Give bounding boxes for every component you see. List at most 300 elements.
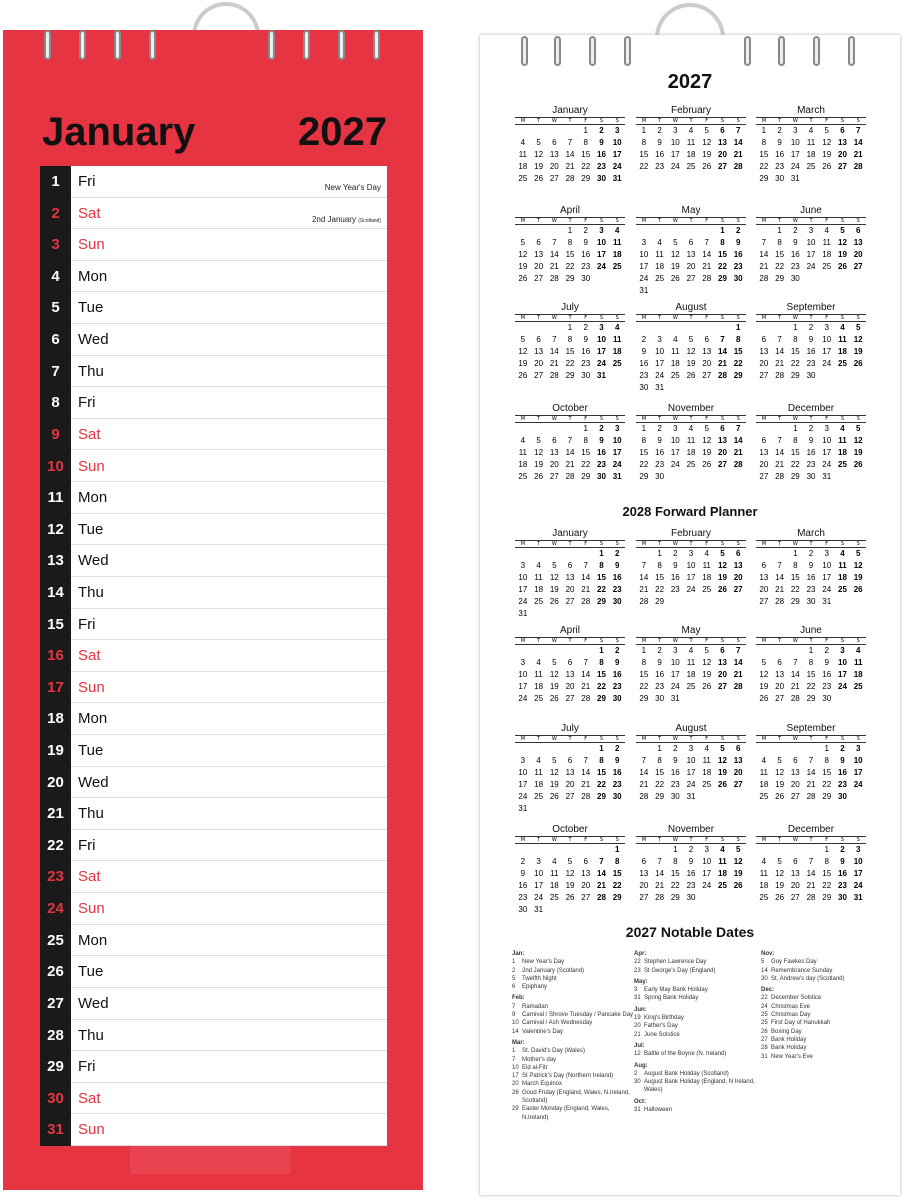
date-cell: 26 [565,893,575,902]
notable-event: Mother's day [522,1056,557,1063]
notable-event: Stephen Lawrence Day [644,959,707,966]
date-cell: 8 [793,561,798,570]
date-cell [715,322,731,334]
date-cell: 11 [612,335,622,344]
date-cell [699,596,715,608]
date-cell: 31 [822,597,832,606]
date-cell: 9 [599,436,604,445]
date-cell: 15 [581,150,591,159]
day-row [40,324,387,356]
date-cell: 19 [518,359,528,368]
date-cell: 31 [686,792,696,801]
date-cell: 27 [565,792,575,801]
weekday-initial: S [720,218,725,224]
date-cell: 28 [581,694,591,703]
date-cell [850,693,866,705]
day-number: 17 [47,678,64,696]
date-cell: 14 [639,768,649,777]
date-cell: 1 [567,226,573,235]
mini-month-title: April [559,625,580,636]
date-cell: 2 [583,323,588,332]
date-cell [578,743,594,755]
week-row [515,880,625,892]
week-row [636,743,746,755]
date-cell: 11 [550,869,559,878]
date-cell: 24 [702,881,712,890]
date-cell [803,273,819,285]
date-cell: 4 [855,646,861,655]
weekday-header [515,117,625,125]
week-row [515,459,625,471]
date-cell: 27 [790,893,800,902]
date-cell: 13 [733,561,743,570]
date-cell: 7 [567,436,573,445]
date-cell: 26 [775,792,785,801]
date-cell: 25 [838,460,847,469]
date-cell: 8 [824,756,829,765]
date-cell: 18 [759,780,769,789]
date-cell: 1 [641,126,647,135]
date-cell: 21 [639,585,649,594]
notable-item [761,1036,886,1044]
date-cell: 9 [808,561,814,570]
date-cell: 19 [549,780,559,789]
date-cell [594,273,610,285]
date-cell: 7 [583,658,588,667]
notable-item [512,1072,637,1080]
date-cell: 14 [702,250,712,259]
notable-item [512,975,637,983]
date-cell: 22 [612,881,622,890]
date-cell [835,173,851,185]
date-cell: 21 [549,359,559,368]
notable-day: 6 [512,984,516,991]
weekday-initial: W [792,638,798,644]
date-cell: 20 [790,780,800,789]
date-cell: 29 [597,694,606,703]
mini-month [636,205,746,297]
binding-ring [338,30,345,60]
date-cell: 10 [822,436,832,445]
date-cell: 22 [565,359,575,368]
weekday-initial: T [689,541,693,547]
weekday-initial: M [641,218,647,224]
date-cell: 6 [720,126,725,135]
date-cell: 21 [597,881,606,890]
weekday-initial: M [520,315,526,321]
notable-month: Aug: [634,1062,648,1069]
weekday-initial: M [520,416,526,422]
date-cell: 21 [733,150,743,159]
date-cell: 12 [518,250,528,259]
date-cell: 8 [599,561,604,570]
date-cell: 13 [718,138,727,147]
date-cell: 19 [702,150,712,159]
weekday-initial: T [809,638,813,644]
date-cell: 8 [599,658,604,667]
binding-ring [624,36,631,66]
day-number: 5 [51,299,60,317]
notable-month: Nov: [761,951,775,957]
date-cell: 10 [518,573,528,582]
week-row [756,693,866,705]
notable-day: 27 [761,1036,768,1043]
week-row [636,423,746,435]
date-cell [772,548,788,560]
weekday-initial: T [809,736,813,742]
date-cell: 8 [614,857,620,866]
date-cell [546,803,562,815]
day-row [40,640,387,672]
date-cell: 13 [790,869,800,878]
date-cell: 14 [639,573,649,582]
date-cell [562,548,578,560]
date-cell: 22 [597,780,606,789]
date-cell: 12 [702,138,712,147]
date-cell: 28 [806,792,816,801]
weekday-initial: S [615,218,619,224]
date-cell: 15 [597,573,606,582]
date-cell [683,596,699,608]
date-cell: 18 [612,250,622,259]
date-cell: 20 [759,460,769,469]
week-row [756,435,866,447]
date-cell [609,803,625,815]
date-cell: 20 [581,881,591,890]
week-row [756,779,866,791]
date-cell: 28 [759,274,769,283]
date-cell: 25 [612,359,622,368]
day-number: 9 [51,425,60,443]
date-cell: 9 [840,756,845,765]
weekday-initial: M [761,118,767,124]
date-cell: 11 [686,436,696,445]
weekday-initial: S [840,416,845,422]
date-cell: 26 [733,881,743,890]
day-row [40,198,387,230]
week-row [756,584,866,596]
mini-month [636,302,746,394]
date-cell: 16 [806,573,816,582]
date-cell: 16 [612,670,622,679]
date-cell: 1 [735,323,741,332]
date-cell: 2 [777,126,782,135]
notable-day: 25 [761,1020,768,1027]
weekday-initial: M [761,315,767,321]
date-cell: 1 [673,845,678,854]
date-cell: 8 [793,335,798,344]
date-cell: 5 [855,323,861,332]
date-cell: 26 [549,694,559,703]
date-cell: 21 [733,448,743,457]
date-cell: 20 [702,359,712,368]
weekday-initial: T [778,736,782,742]
weekday-initial: T [689,416,693,422]
date-cell: 11 [853,658,863,667]
weekday-label: Sun [78,236,105,254]
week-row [756,755,866,767]
binding-ring [813,36,820,66]
date-cell: 20 [718,150,727,159]
date-cell: 3 [599,323,604,332]
date-cell: 28 [581,597,591,606]
week-row [515,572,625,584]
date-cell: 11 [686,658,696,667]
date-cell: 27 [565,694,575,703]
weekday-initial: T [658,638,662,644]
date-cell: 28 [790,694,800,703]
weekday-header [515,314,625,322]
date-cell: 23 [790,262,800,271]
week-row [756,261,866,273]
mini-month [515,302,625,382]
day-list [40,166,387,1146]
notable-item [761,1053,886,1061]
date-cell [835,596,851,608]
weekday-initial: T [537,315,541,321]
date-cell: 5 [855,549,861,558]
date-cell: 27 [853,262,863,271]
weekday-initial: F [705,218,709,224]
mini-month [636,723,746,803]
date-cell: 1 [824,744,829,753]
date-cell [835,693,851,705]
date-cell: 13 [702,347,712,356]
day-number: 2 [51,204,60,222]
notable-event: June Solstice [644,1031,680,1038]
weekday-initial: S [736,218,740,224]
date-cell: 31 [612,174,622,183]
weekday-header [756,314,866,322]
weekday-header [515,637,625,645]
week-row [515,125,625,137]
weekday-initial: S [599,315,604,321]
date-cell: 30 [655,472,665,481]
date-cell: 29 [581,472,591,481]
date-cell [756,743,772,755]
notable-item [634,1031,759,1039]
date-cell: 27 [565,597,575,606]
week-row [515,904,625,916]
weekday-header [756,735,866,743]
date-cell: 3 [614,424,620,433]
weekday-label: Tue [78,299,104,317]
date-cell: 22 [655,585,665,594]
weekday-label: Fri [78,836,96,854]
notable-event: August Bank Holiday (England, N Ireland, Wales) [644,1079,755,1094]
date-cell: 3 [641,238,647,247]
date-cell [772,844,788,856]
binding-ring [744,36,751,66]
date-cell: 23 [581,262,591,271]
date-cell: 23 [518,893,528,902]
mini-month-title: January [552,105,588,116]
weekday-initial: M [520,736,526,742]
date-cell: 27 [581,893,591,902]
date-cell: 29 [670,893,680,902]
weekday-initial: S [736,736,740,742]
date-cell: 12 [775,768,785,777]
date-cell: 3 [520,756,526,765]
notable-day: 28 [761,1045,768,1052]
week-row [756,560,866,572]
date-cell: 20 [759,359,769,368]
date-cell: 12 [549,670,559,679]
date-cell: 6 [688,238,694,247]
day-number: 20 [47,773,64,791]
weekday-initial: S [856,736,860,742]
date-cell: 17 [518,585,528,594]
notable-item [761,1011,886,1019]
week-row [636,669,746,681]
week-row [636,459,746,471]
day-row [40,893,387,925]
date-cell: 10 [639,250,649,259]
date-cell: 3 [704,845,709,854]
date-cell: 4 [536,756,541,765]
week-row [756,322,866,334]
week-row [515,548,625,560]
weekday-initial: S [736,416,740,422]
date-cell: 15 [639,670,649,679]
date-cell: 28 [733,162,743,171]
week-row [515,237,625,249]
date-cell: 30 [838,893,847,902]
date-cell: 8 [567,335,573,344]
week-row [756,892,866,904]
date-cell: 28 [775,371,785,380]
date-cell [850,471,866,483]
day-row [40,988,387,1020]
date-cell [531,743,547,755]
week-row [515,767,625,779]
notable-item [512,1003,637,1011]
notable-day: 31 [634,995,641,1002]
date-cell: 9 [673,756,678,765]
date-cell: 5 [824,126,829,135]
date-cell: 3 [824,424,829,433]
date-cell: 6 [735,744,741,753]
date-cell: 3 [793,126,798,135]
date-cell: 26 [518,274,528,283]
date-cell: 12 [853,561,863,570]
notable-day: 20 [634,1023,641,1030]
weekday-initial: M [761,416,767,422]
date-cell: 21 [581,585,591,594]
weekday-initial: T [537,118,541,124]
date-cell: 12 [733,857,743,866]
binding-ring [554,36,561,66]
date-cell: 7 [777,561,782,570]
day-number: 6 [51,331,60,349]
weekday-initial: W [551,315,557,321]
weekday-initial: T [537,416,541,422]
date-cell: 2 [793,226,798,235]
date-cell: 2 [657,646,662,655]
date-cell: 23 [655,682,665,691]
date-cell: 19 [565,881,575,890]
date-cell: 22 [655,780,665,789]
notable-item [634,1022,759,1030]
day-number: 21 [47,805,64,823]
date-cell: 11 [838,335,847,344]
week-row [756,669,866,681]
date-cell: 31 [534,905,544,914]
notable-day: 7 [512,1003,516,1010]
date-cell [562,743,578,755]
notable-event: Carnival / Ash Wednesday [522,1020,593,1027]
weekday-initial: F [825,837,829,843]
week-row [636,560,746,572]
week-row [515,358,625,370]
date-cell: 17 [534,881,544,890]
week-row [515,149,625,161]
date-cell [850,596,866,608]
weekday-initial: T [568,315,572,321]
date-cell: 5 [536,138,541,147]
weekday-initial: M [520,837,526,843]
date-cell [715,471,731,483]
date-cell: 19 [775,881,785,890]
date-cell: 1 [657,744,662,753]
date-cell: 26 [775,893,785,902]
date-cell: 27 [759,371,769,380]
date-cell: 21 [655,881,665,890]
date-cell: 1 [641,646,647,655]
year-overview-calendar [480,35,900,1195]
date-cell: 10 [597,335,606,344]
day-row [40,482,387,514]
date-cell: 8 [583,138,588,147]
weekday-header [636,314,746,322]
date-cell [594,608,610,620]
date-cell: 2 [657,424,662,433]
date-cell: 9 [657,138,662,147]
date-cell: 13 [759,347,769,356]
notable-item [761,1028,886,1036]
date-cell: 5 [552,561,557,570]
notable-item [761,1044,886,1052]
date-cell: 7 [808,756,814,765]
date-cell: 16 [670,573,680,582]
weekday-initial: W [672,837,678,843]
day-row [40,419,387,451]
date-cell: 4 [840,424,845,433]
week-row [756,346,866,358]
date-cell: 23 [655,460,665,469]
weekday-header [756,117,866,125]
weekday-initial: T [689,218,693,224]
weekday-initial: M [761,736,767,742]
date-cell: 19 [534,460,544,469]
date-cell: 10 [518,768,528,777]
weekday-initial: S [720,541,725,547]
week-row [756,137,866,149]
day-number: 26 [47,963,64,981]
date-cell [531,844,547,856]
mini-month-title: February [670,528,711,539]
notable-day: 7 [512,1056,516,1063]
date-cell [683,285,699,297]
date-cell: 14 [581,768,591,777]
week-row [756,767,866,779]
notable-item [761,994,886,1002]
date-cell: 4 [704,744,709,753]
week-row [636,779,746,791]
date-cell: 21 [853,150,863,159]
date-cell: 15 [639,448,649,457]
date-cell [772,743,788,755]
